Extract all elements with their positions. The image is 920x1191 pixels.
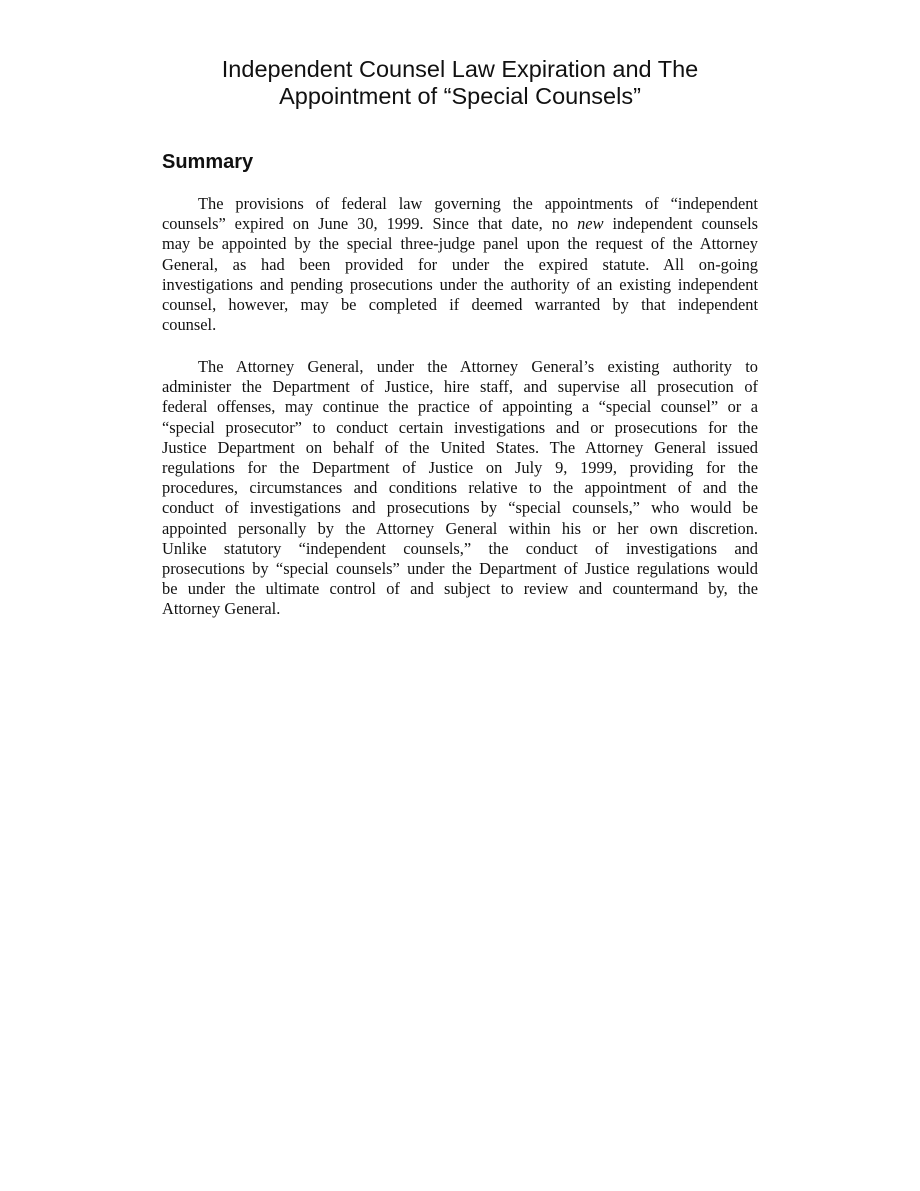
paragraph-line: prosecutions by “special counsels” under the Department of Justice regulations would (162, 559, 758, 579)
paragraph-line: be under the ultimate control of and subject to review and countermand by, the (162, 579, 758, 599)
section-heading-summary: Summary (162, 151, 254, 173)
paragraph-line: Justice Department on behalf of the United States. The Attorney General issued (162, 437, 758, 457)
paragraph-line (162, 214, 758, 234)
paragraph-line: procedures, circumstances and conditions relative to the appointment of and the (162, 478, 758, 498)
paragraph-line: federal offenses, may continue the practice of appointing a “special counsel” or a (162, 397, 758, 417)
emphasis-new: new (577, 214, 604, 234)
paragraph-line: may be appointed by the special three-judge panel upon the request of the Attorney (162, 234, 758, 254)
text-run: counsels” expired on June 30, 1999. Since that date, no (162, 214, 578, 234)
paragraph-line: General, as had been provided for under the expired statute. All on-going (162, 254, 758, 274)
paragraph-line: “special prosecutor” to conduct certain investigations and or prosecutions for the (162, 417, 758, 437)
paragraph-line: The provisions of federal law governing the appointments of “independent (198, 194, 758, 213)
summary-paragraph-1 (162, 194, 758, 335)
paragraph-line: administer the Department of Justice, hire staff, and supervise all prosecution of (162, 377, 758, 397)
paragraph-line: conduct of investigations and prosecutions by “special counsels,” who would be (162, 498, 758, 518)
paragraph-line: Unlike statutory “independent counsels,” the conduct of investigations and (162, 538, 758, 558)
text-run: independent counsels (603, 214, 758, 234)
paragraph-line: appointed personally by the Attorney General within his or her own discretion. (162, 518, 758, 538)
document-title-line-2: Appointment of “Special Counsels” (279, 83, 641, 109)
document-title-line-1: Independent Counsel Law Expiration and The (221, 56, 699, 82)
paragraph-line: The Attorney General, under the Attorney General’s existing authority to (198, 357, 758, 376)
paragraph-line: investigations and pending prosecutions under the authority of an existing independent (162, 274, 758, 294)
summary-paragraph-2 (162, 357, 758, 620)
paragraph-line: counsel. (162, 315, 217, 335)
paragraph-line: counsel, however, may be completed if deemed warranted by that independent (162, 295, 758, 315)
document-title (160, 56, 760, 110)
paragraph-line: Attorney General. (162, 599, 281, 619)
paragraph-line: regulations for the Department of Justice on July 9, 1999, providing for the (162, 458, 758, 478)
